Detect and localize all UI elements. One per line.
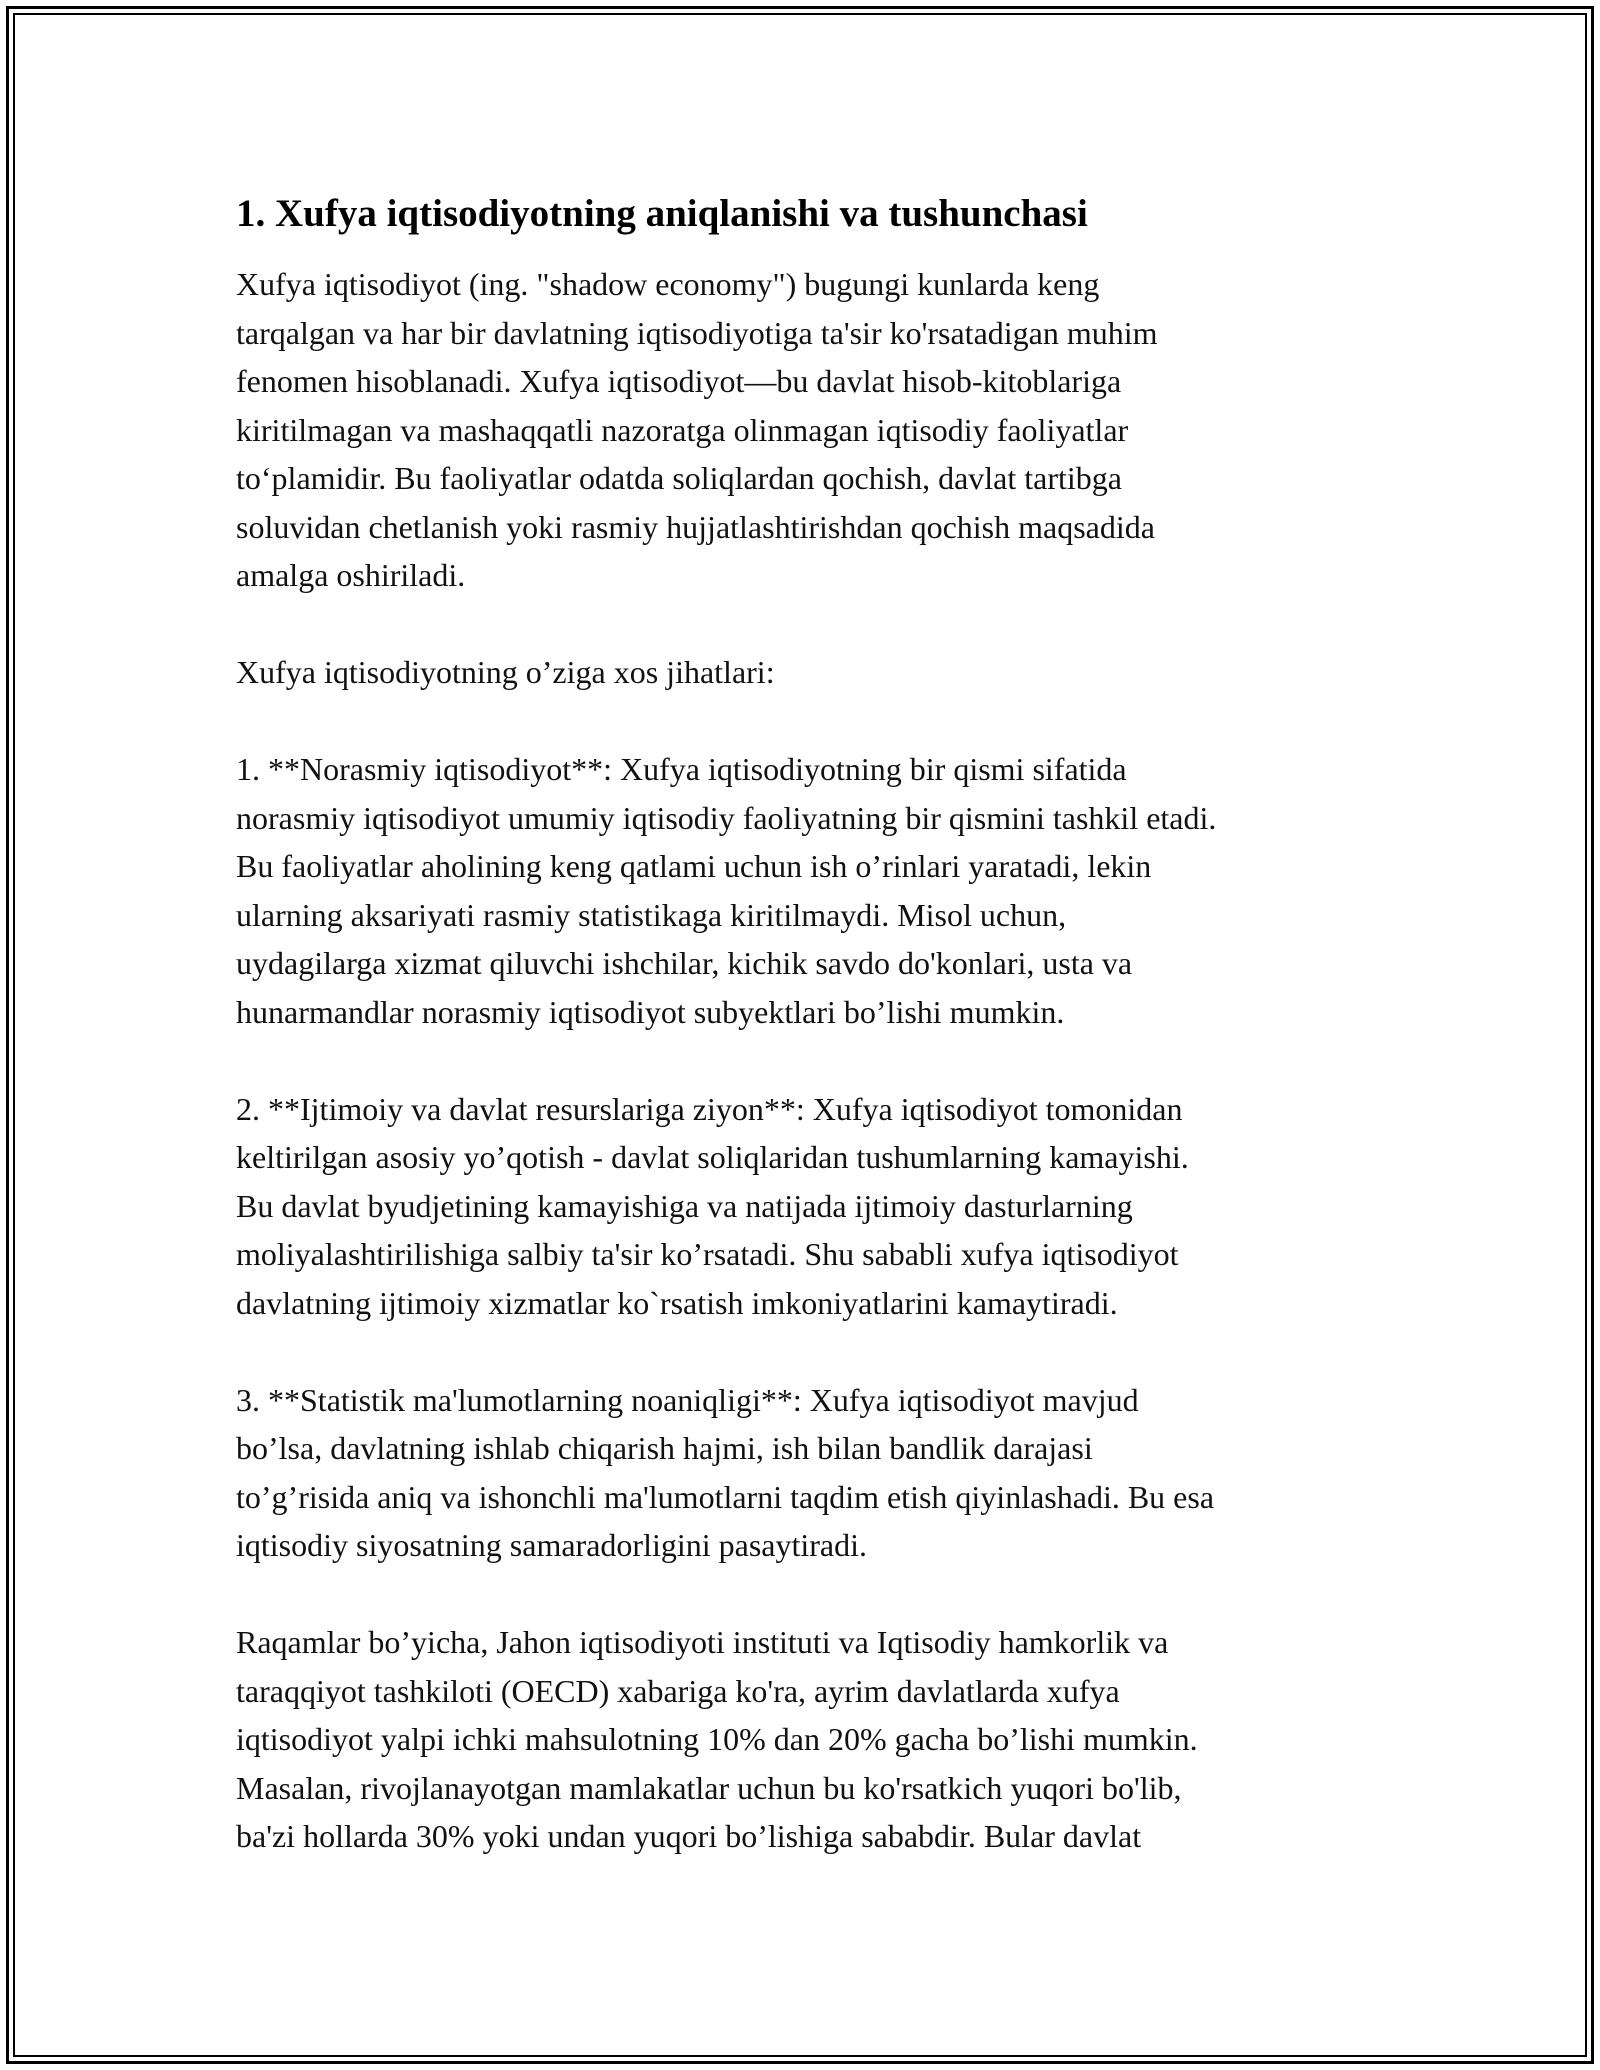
- paragraph-statistics: Raqamlar bo’yicha, Jahon iqtisodiyoti instituti va Iqtisodiy hamkorlik va taraqqiyot tashkiloti (OECD) xabariga ko'ra, ayrim davlatlarda xufya iqtisodiyot yalpi ichki mahsulotning 10% dan 20% gacha bo’lishi mumkin. Masalan, rivojlanayotgan mamlakatlar uchun bu ko'rsatkich yuqori bo'lib, ba'zi hollarda 30% yoki undan yuqori bo’lishiga sababdir. Bular davlat: [236, 1624, 1198, 1854]
- paragraph-intro: Xufya iqtisodiyot (ing. "shadow economy") bugungi kunlarda keng tarqalgan va har bir davlatning iqtisodiyotiga ta'sir ko'rsatadigan muhim fenomen hisoblanadi. Xufya iqtisodiyot—bu davlat hisob-kitoblariga kiritilmagan va mashaqqatli nazoratga olinmagan iqtisodiy faoliyatlar to‘plamidir. Bu faoliyatlar odatda soliqlardan qochish, davlat tartibga soluvidan chetlanish yoki rasmiy hujjatlashtirishdan qochish maqsadida amalga oshiriladi.: [236, 266, 1158, 593]
- paragraph-point-2: 2. **Ijtimoiy va davlat resurslariga ziyon**: Xufya iqtisodiyot tomonidan keltirilgan asosiy yo’qotish - davlat soliqlaridan tushumlarning kamayishi. Bu davlat byudjetining kamayishiga va natijada ijtimoiy dasturlarning moliyalashtirilishiga salbiy ta'sir ko’rsatadi. Shu sababli xufya iqtisodiyot davlatning ijtimoiy xizmatlar ko`rsatish imkoniyatlarini kamaytiradi.: [236, 1090, 1189, 1321]
- paragraph-features-lead: Xufya iqtisodiyotning o’ziga xos jihatlari:: [236, 654, 775, 690]
- paragraph-point-3: 3. **Statistik ma'lumotlarning noaniqligi**: Xufya iqtisodiyot mavjud bo’lsa, davlatning ishlab chiqarish hajmi, ish bilan bandlik darajasi to’g’risida aniq va ishonchli ma'lumotlarni taqdim etish qiyinlashadi. Bu esa iqtisodiy siyosatning samaradorligini pasaytiradi.: [236, 1381, 1215, 1563]
- paragraph-point-1: 1. **Norasmiy iqtisodiyot**: Xufya iqtisodiyotning bir qismi sifatida norasmiy iqtisodiyot umumiy iqtisodiy faoliyatning bir qismini tashkil etadi. Bu faoliyatlar aholining keng qatlami uchun ish o’rinlari yaratadi, lekin ularning aksariyati rasmiy statistikaga kiritilmaydi. Misol uchun, uydagilarga xizmat qiluvchi ishchilar, kichik savdo do'konlari, usta va hunarmandlar norasmiy iqtisodiyot subyektlari bo’lishi mumkin.: [236, 751, 1217, 1030]
- section-heading: 1. Xufya iqtisodiyotning aniqlanishi va tushunchasi: [236, 192, 1088, 235]
- document-page: [236, 180, 1376, 1909]
